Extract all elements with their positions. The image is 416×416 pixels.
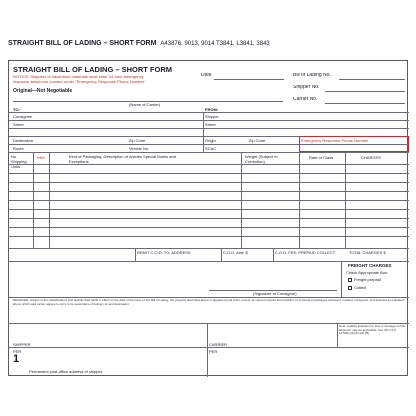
to-label: TO: bbox=[13, 107, 20, 112]
shipper-no-label: Shipper No. bbox=[293, 85, 320, 90]
shipper-footer-label: SHIPPER bbox=[13, 342, 31, 347]
shipper-per-label: PER bbox=[13, 349, 22, 354]
cod-amount-label: C.O.D. Amt: $ bbox=[223, 250, 248, 255]
freight-collect-checkbox[interactable] bbox=[348, 286, 352, 290]
col-kind-of-packaging: Kind of Packaging, Description of Articles Special Marks and Exceptions bbox=[69, 154, 176, 164]
freight-charges-box bbox=[341, 261, 409, 297]
carrier-no-label: Carrier No. bbox=[293, 97, 318, 102]
consignee-street-label: Street bbox=[13, 122, 24, 127]
shipper-no-line bbox=[325, 91, 405, 92]
origin-label: Origin bbox=[205, 138, 216, 143]
route-label: Route bbox=[13, 146, 24, 151]
emergency-phone-label: Emergency Response Phone Number bbox=[301, 138, 369, 143]
col-hm: +HM bbox=[36, 155, 45, 160]
page-banner bbox=[8, 40, 408, 52]
name-of-carrier-caption: (Name of Carrier) bbox=[129, 102, 161, 107]
total-charges-label: TOTAL CHARGES $ bbox=[349, 250, 386, 255]
liability-note: Note: Liability limitation for loss or damage on this shipment may be applicable. See 49 U.S.C. 14706(c)(1)(A) and (B). bbox=[339, 325, 406, 336]
remit-cod-label: REMIT C.O.D. TO: ADDRESS bbox=[137, 250, 191, 255]
scac-label: SCAC bbox=[205, 146, 217, 151]
bol-line bbox=[339, 79, 405, 80]
freight-check-caption: Check Appropriate Box: bbox=[346, 270, 389, 275]
cod-fee-label: C.O.D. FEE: PREPAID COLLECT bbox=[275, 250, 336, 255]
consignor-signature-caption: (Signature of Consignor) bbox=[253, 291, 297, 296]
form-title: STRAIGHT BILL OF LADING – SHORT FORM bbox=[13, 65, 173, 74]
freight-collect-label: Collect bbox=[354, 285, 367, 290]
banner-codes: A43876, 9013, 9014 T3841, L3841, 3843 bbox=[160, 41, 270, 47]
consignee-label: Consignee bbox=[13, 114, 33, 119]
origin-zip-label: Zip Code bbox=[249, 138, 266, 143]
vehicle-label: Vehicle No. bbox=[129, 146, 150, 151]
freight-prepaid-checkbox[interactable] bbox=[348, 278, 352, 282]
col-rate-class: Rate or Class bbox=[309, 155, 334, 160]
shipper-label: Shipper bbox=[205, 114, 219, 119]
bill-of-lading-form bbox=[8, 60, 408, 376]
col-weight: Weight (Subject to Correction) bbox=[245, 154, 278, 164]
freight-charges-title: FREIGHT CHARGES bbox=[348, 263, 392, 268]
destination-zip-label: Zip Code bbox=[129, 138, 146, 143]
date-line bbox=[214, 79, 284, 80]
shipper-street-label: Street bbox=[205, 122, 216, 127]
received-fine-print: RECEIVED, subject to the classifications and lawfully filed tariffs in effect on the date of the issue of this Bill of Lading, the property described above in apparent good order, except as noted (contents and condition of contents of packages unknown), marked, consigned, and destined as indicated above which said carrier agrees to carry to its usual place of delivery at said destination. bbox=[13, 299, 404, 306]
carrier-no-line bbox=[325, 103, 405, 104]
from-label: FROM: bbox=[205, 107, 219, 112]
destination-label: Destination bbox=[13, 138, 34, 143]
carrier-per-label: PER bbox=[209, 349, 218, 354]
page-number: 1 bbox=[13, 353, 20, 365]
hazmat-notice-line1: NOTICE: Shippers of hazardous materials must enter 24-hour emergency bbox=[13, 74, 144, 79]
banner-title: STRAIGHT BILL OF LADING – SHORT FORM bbox=[8, 40, 157, 47]
hazmat-notice-line2: response telephone number under "Emergency Response Phone Number." bbox=[13, 79, 147, 84]
freight-prepaid-label: Freight prepaid bbox=[354, 277, 381, 282]
original-not-negotiable: Original—Not Negotiable bbox=[13, 88, 73, 94]
date-label: Date bbox=[201, 73, 212, 78]
bol-label: Bill of Lading No. bbox=[293, 73, 331, 78]
col-shipping-units: No. Shipping Units bbox=[11, 154, 27, 169]
consignor-signature-line bbox=[209, 290, 337, 291]
freight-collect-option[interactable] bbox=[348, 285, 366, 290]
col-charges: CHARGES bbox=[361, 155, 381, 160]
permanent-address-label: Permanent post-office address of shipper: bbox=[29, 369, 104, 374]
carrier-footer-label: CARRIER bbox=[209, 342, 228, 347]
freight-prepaid-option[interactable] bbox=[348, 277, 381, 282]
